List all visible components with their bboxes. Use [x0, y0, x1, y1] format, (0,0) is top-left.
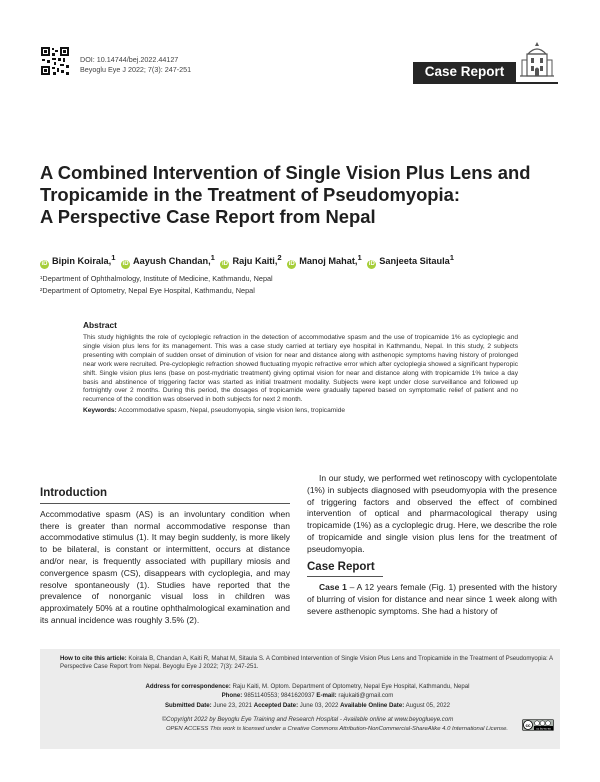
author: iD Sanjeeta Sitaula$^1$	[368, 253, 455, 268]
header-rule	[413, 82, 558, 84]
case-1-paragraph	[307, 582, 557, 617]
keywords-label: Keywords:	[83, 407, 117, 415]
svg-text:cc: cc	[525, 722, 531, 728]
affiliation-2: ²Department of Optometry, Nepal Eye Hospital, Kathmandu, Nepal	[40, 286, 255, 295]
abstract-heading: Abstract	[83, 320, 117, 330]
orcid-icon[interactable]: iD	[221, 261, 228, 268]
article-type-badge: Case Report	[413, 62, 516, 82]
creative-commons-license-icon[interactable]	[522, 719, 554, 731]
title-line-2: Tropicamide in the Treatment of Pseudomyopia:	[40, 184, 460, 205]
orcid-icon[interactable]: iD	[122, 261, 129, 268]
introduction-section	[40, 488, 290, 627]
case-1-label: Case 1	[319, 582, 347, 593]
author: iD Raju Kaiti,$^2$	[221, 253, 282, 268]
qr-code-icon	[40, 46, 70, 76]
hospital-emblem-icon	[520, 40, 554, 80]
abstract	[83, 320, 518, 415]
author-list	[40, 253, 457, 269]
keywords	[83, 406, 518, 415]
introduction-heading: Introduction	[40, 488, 290, 504]
open-access-line: OPEN ACCESS This work is licensed under a Creative Commons Attribution-NonCommercial-ShareAlike 4.0 International License.	[165, 726, 508, 732]
affiliation-1: ¹Department of Ophthalmology, Institute of Medicine, Kathmandu, Nepal	[40, 274, 273, 283]
case-report-heading: Case Report	[307, 562, 383, 578]
case-1-text: – A 12 years female (Fig. 1) presented with the history of blurring of vision for distance and near since 1 week along with severe asthenopic symptoms. She had a history of	[307, 582, 557, 616]
svg-text:cc by-nc-sa: cc by-nc-sa	[536, 726, 551, 731]
journal-citation: Beyoglu Eye J 2022; 7(3): 247-251	[80, 65, 192, 74]
how-to-cite: How to cite this article: Koirala B, Chandan A, Kaiti R, Mahat M, Sitaula S. A Combined Intervention of Single Vision Plus Lens and Tropicamide in the Treatment of Pseudomyopia: A Perspective Case Report from Nepal. Beyoglu Eye J 2022; 7(3): 247-251.	[60, 655, 553, 671]
title-line-3: A Perspective Case Report from Nepal	[40, 206, 376, 227]
article-meta	[80, 55, 191, 75]
keywords-text: Accommodative spasm, Nepal, pseudomyopia, single vision lens, tropicamide	[118, 407, 346, 415]
doi[interactable]: DOI: 10.14744/bej.2022.44127	[80, 55, 179, 64]
copyright-line: ©Copyright 2022 by Beyoglu Eye Training and Research Hospital - Available online at www.beyoglueye.com	[161, 716, 454, 723]
title-line-1: A Combined Intervention of Single Vision Plus Lens and	[40, 162, 531, 183]
article-dates: Submitted Date: June 23, 2021 Accepted Date: June 03, 2022 Available Online Date: August 05, 2022	[164, 702, 451, 709]
abstract-text: This study highlights the role of cycloplegic refraction in the detection of accommodative spasm and the use of tropicamide 1% as cycloplegic and single vision plus lens for its management. This was a case study carried at tertiary eye hospital in Kathmandu, Nepal. In this study, 2 subjects presenting with complain of sudden onset of diminution of vision for near and distance along with asthenopic symptoms having history of prolonged near work were recruited. Pre-cycloplegic refraction showed fluctuating myopic refractive error which after cycloplegia showed a significant hyperopic shift. Single vision plus lens (base on post-mydriatic treatment) giving optimal vision for near and distance along with tropicamide 1% twice a day basis and abstinence of triggering factor was started as initial treatment modality. Subjects were kept under close surveillance and followed up fortnightly over 2 months. During this period, the dosages of tropicamide were gradually tapered based on symptomatic relief of patient and no recurrence of the condition was observed in both subjects for next 2 month.	[83, 334, 518, 404]
author: iD Manoj Mahat,$^1$	[288, 253, 362, 268]
orcid-icon[interactable]: iD	[368, 261, 375, 268]
author: iD Bipin Koirala,$^1$	[41, 253, 116, 268]
correspondence-address: Address for correspondence: Raju Kaiti, M. Optom. Department of Optometry, Nepal Eye Hospital, Kathmandu, Nepal	[145, 683, 470, 690]
correspondence-contact: Phone: 9851140553; 9841620937 E-mail: rajukaiti@gmail.com	[221, 692, 394, 699]
right-column	[307, 473, 557, 618]
orcid-icon[interactable]: iD	[288, 261, 295, 268]
author: iD Aayush Chandan,$^1$	[122, 253, 215, 268]
email-link[interactable]: rajukaiti@gmail.com	[336, 692, 394, 699]
study-paragraph: In our study, we performed wet retinoscopy with cyclopentolate (1%) in subjects diagnosed with pseudomyopia with the presence of triggering factors and observed the effect of combined intervention of optical and pharmacological therapy using tropicamide (1%) as a cycloplegic drug. Here, we describe the role of tropicamide and single vision plus lens for the treatment of pseudomyopia.	[307, 473, 557, 554]
orcid-icon[interactable]: iD	[41, 261, 48, 268]
introduction-text: Accommodative spasm (AS) is an involuntary condition when there is greater than normal accommodative response than accommodative stimulus (1). It may begin suddenly, is more likely to be bilateral, is constant or intermittent, occurs at distance and/or near, is frequently associated with pupillary miosis and convergence spasm (CS), disappears with cycloplegia, and may resolve spontaneously (1). Studies have reported that the prevalence of nonorganic visual loss in children was approximately 50% at a routine ophthalmological examination and its annual incidence was roughly 3.5% (2).	[40, 508, 290, 625]
article-title	[40, 162, 580, 228]
